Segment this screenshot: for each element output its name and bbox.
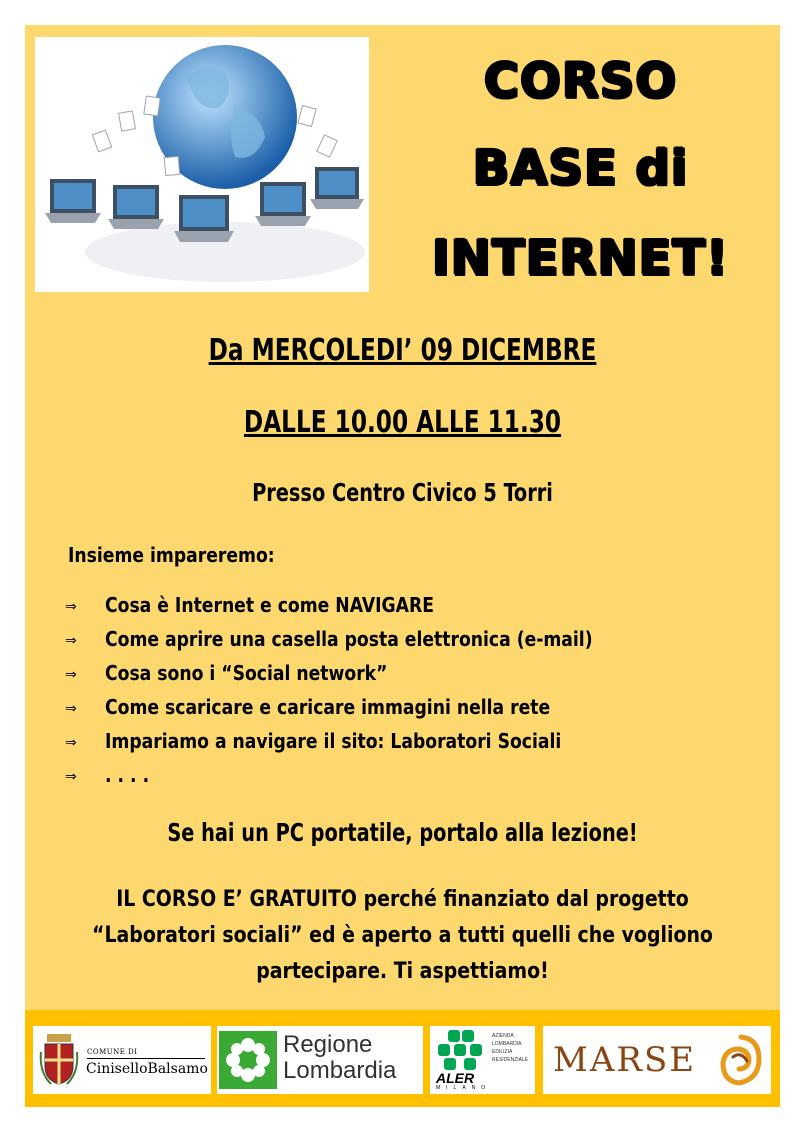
regione-lombardia-logo (217, 1026, 423, 1094)
aler-side-line: EDILIZIA (492, 1049, 513, 1055)
aler-side-line: AZIENDA (492, 1033, 514, 1039)
topic-text: Come scaricare e caricare immagini nella rete (105, 695, 551, 719)
list-item (65, 593, 672, 627)
course-date: Da MERCOLEDI’ 09 DICEMBRE (208, 333, 597, 368)
aler-side-line: RESIDENZIALE (492, 1057, 529, 1063)
list-item (65, 627, 672, 661)
topic-text: Come aprire una casella posta elettronica (e-mail) (105, 627, 593, 651)
paragraph-line: IL CORSO E’ GRATUITO perché finanziato dal progetto (116, 887, 689, 912)
poster (25, 25, 780, 1107)
regione-line-2: Lombardia (283, 1057, 397, 1084)
cinisello-small-text: COMUNE DI (87, 1048, 138, 1056)
aler-milano-logo (430, 1026, 535, 1094)
course-place: Presso Centro Civico 5 Torri (252, 478, 553, 507)
title-line-1: CORSO (483, 53, 677, 109)
aler-side-line: LOMBARDIA (492, 1041, 522, 1047)
title-line-2: BASE di (472, 140, 688, 196)
marse-swirl-icon (719, 1033, 763, 1087)
topic-text: Impariamo a navigare il sito: Laboratori Sociali (105, 729, 562, 753)
coat-of-arms-icon (39, 1032, 79, 1088)
topic-text: Cosa sono i “Social network” (105, 661, 388, 685)
aler-city: MILANO (436, 1085, 492, 1091)
paragraph-line: partecipare. Ti aspettiamo! (256, 959, 549, 984)
regione-line-1: Regione (283, 1031, 373, 1058)
title-line-3: INTERNET! (431, 230, 729, 286)
topic-text: . . . . (105, 763, 150, 787)
topics-list (65, 593, 672, 797)
arrow-icon: ⇒ (65, 769, 77, 785)
marse-logo (543, 1026, 771, 1094)
free-course-paragraph (25, 882, 780, 990)
arrow-icon: ⇒ (65, 667, 77, 683)
list-item (65, 661, 672, 695)
list-item (65, 695, 672, 729)
sponsor-logos-band (25, 1010, 780, 1107)
cinisello-rule (87, 1058, 205, 1059)
arrow-icon: ⇒ (65, 599, 77, 615)
arrow-icon: ⇒ (65, 633, 77, 649)
paragraph-line: “Laboratori sociali” ed è aperto a tutti quelli che vogliono (92, 923, 713, 948)
aler-house-icon (434, 1028, 486, 1072)
arrow-icon: ⇒ (65, 701, 77, 717)
lombardia-rose-icon (219, 1031, 277, 1089)
list-item (65, 763, 672, 797)
list-item (65, 729, 672, 763)
laptop-notice: Se hai un PC portatile, portalo alla lezione! (167, 818, 638, 847)
arrow-icon: ⇒ (65, 735, 77, 751)
aler-side-text (492, 1032, 528, 1064)
internet-network-image (35, 37, 369, 292)
topic-text: Cosa è Internet e come NAVIGARE (105, 593, 434, 617)
course-time: DALLE 10.00 ALLE 11.30 (243, 405, 562, 440)
cinisello-balsamo-logo (33, 1026, 211, 1094)
marse-name: MARSE (553, 1040, 697, 1080)
aler-name: ALER (436, 1070, 475, 1086)
cinisello-name: CiniselloBalsamo (86, 1061, 208, 1077)
topics-intro: Insieme impareremo: (68, 543, 275, 567)
